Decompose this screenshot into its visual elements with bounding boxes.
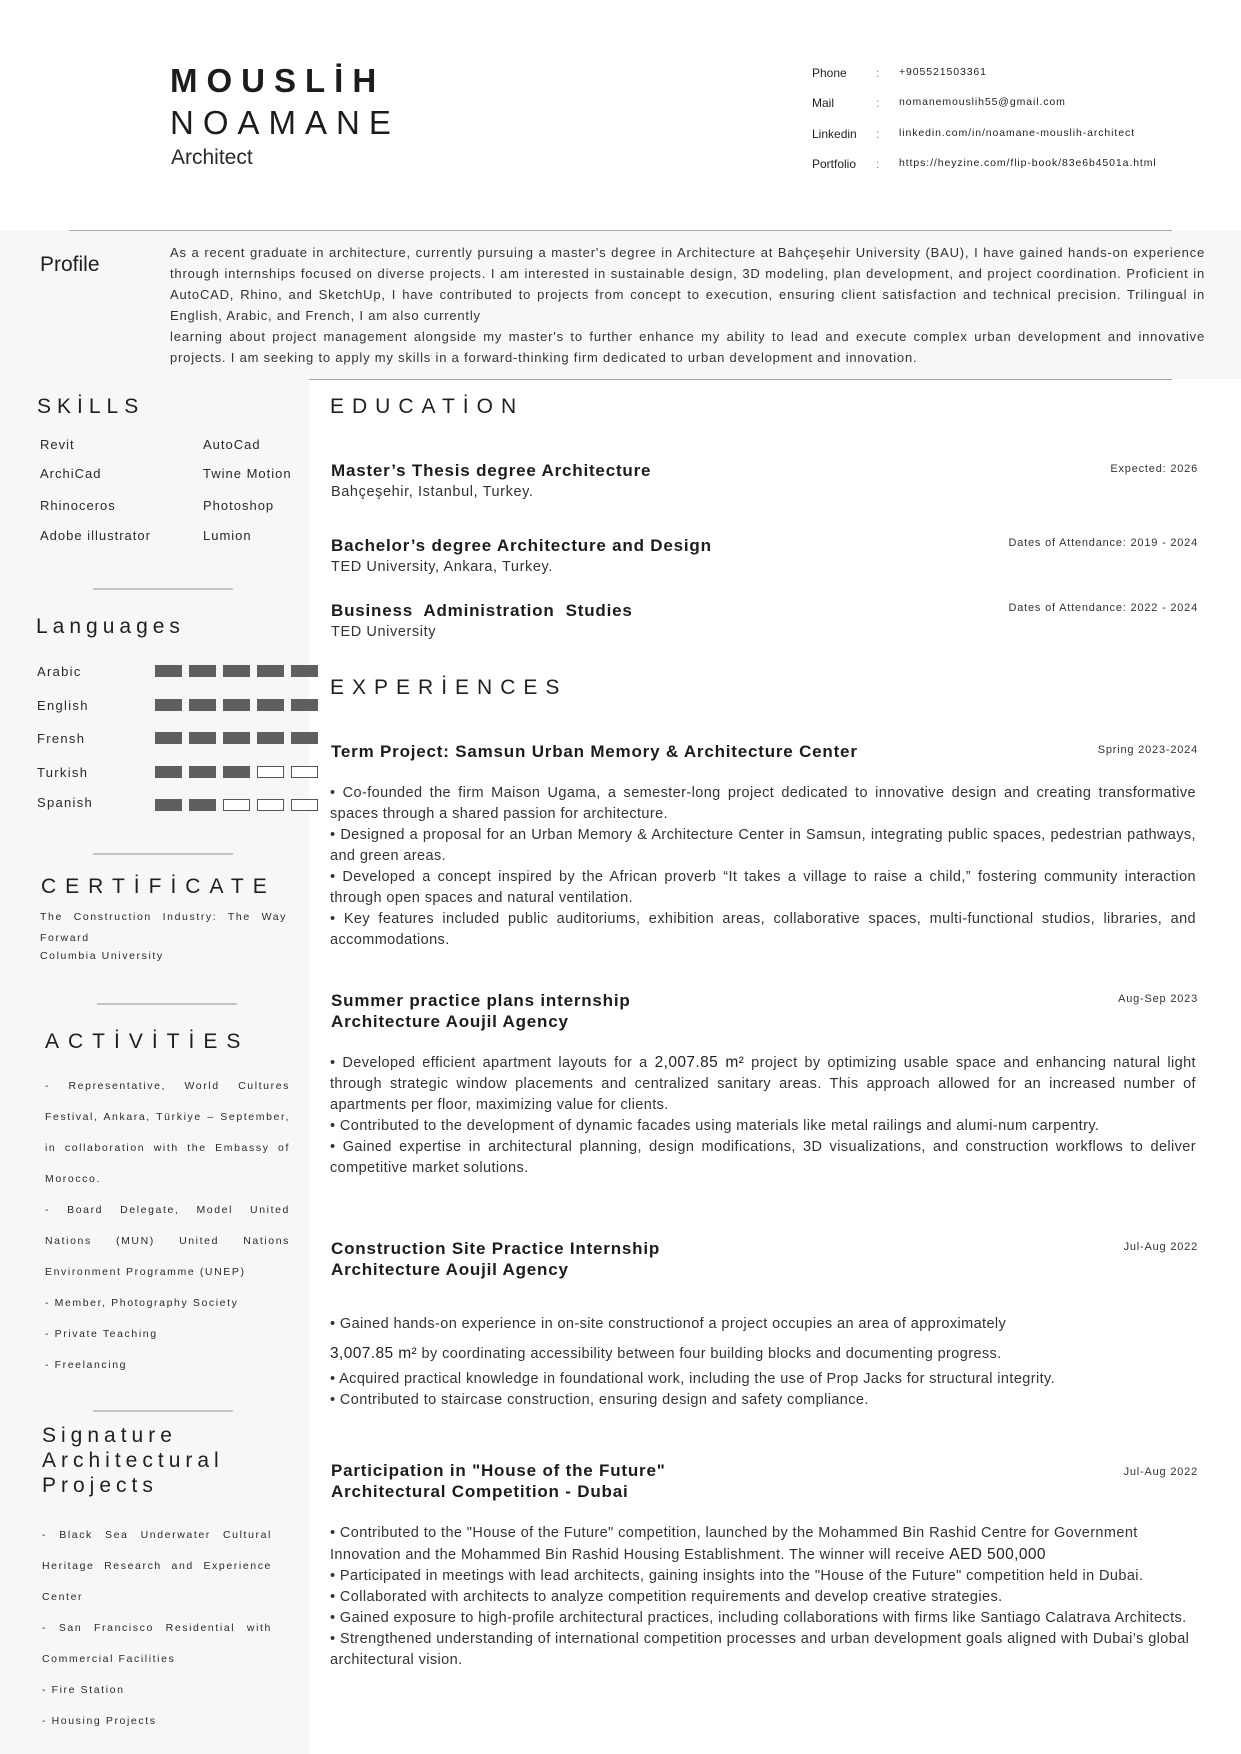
skill-item: Rhinoceros	[40, 498, 116, 513]
level-bar-filled	[155, 699, 182, 711]
portfolio-link[interactable]: https://heyzine.com/flip-book/83e6b4501a.html	[899, 157, 1157, 169]
level-bar-filled	[155, 665, 182, 677]
level-bar-empty	[257, 766, 284, 778]
level-bar-filled	[223, 732, 250, 744]
language-name: English	[37, 698, 89, 713]
experience-title	[331, 1238, 660, 1280]
contact-separator: :	[876, 66, 880, 80]
education-date: Expected: 2026	[1110, 463, 1198, 475]
sidebar-divider	[93, 1410, 233, 1412]
name-last: NOAMANE	[170, 104, 400, 141]
language-level	[155, 799, 318, 811]
experience-bullets	[330, 783, 1196, 951]
sidebar-divider	[93, 588, 233, 590]
skill-item: Lumion	[203, 528, 252, 543]
contact-label: Mail	[812, 96, 835, 110]
experience-title: Term Project: Samsun Urban Memory & Architecture Center	[331, 742, 858, 761]
experience-title	[331, 1460, 666, 1502]
education-date: Dates of Attendance: 2022 - 2024	[1008, 602, 1198, 614]
education-school: TED University, Ankara, Turkey.	[331, 559, 553, 575]
bullet-text: project by optimizing usable space and enhancing natural light through strategic window placements and centralized sanitary areas. This approach allowed for an increased number of apartments per floor, maximizing value for clients.	[330, 1055, 1196, 1113]
sidebar-divider	[97, 1003, 237, 1005]
experience-company: Architectural Competition - Dubai	[331, 1482, 629, 1501]
level-bar-filled	[291, 699, 318, 711]
education-heading: EDUCATİON	[330, 395, 525, 418]
level-bar-filled	[257, 732, 284, 744]
certificate-title: The Construction Industry: The Way Forward	[40, 911, 287, 944]
level-bar-filled	[189, 766, 216, 778]
level-bar-filled	[257, 665, 284, 677]
area-value: 2,007.85 m²	[654, 1054, 745, 1071]
language-name: Frensh	[37, 731, 86, 746]
bullet-text: • Gained hands-on experience in on-site constructionof a project occupies an area of approximately	[330, 1316, 1007, 1332]
bullet-item: • Contributed to staircase construction, ensuring design and safety compliance.	[330, 1392, 869, 1408]
skills-heading: SKİLLS	[37, 395, 145, 418]
bullet-item: • Gained expertise in architectural planning, design modifications, 3D visualizations, and construction workflows to deliver competitive market solutions.	[330, 1139, 1196, 1176]
bullet-item: • Participated in meetings with lead architects, gaining insights into the "House of the Future" competition held in Dubai.	[330, 1568, 1144, 1584]
education-date: Dates of Attendance: 2019 - 2024	[1008, 537, 1198, 549]
activity-item: - Board Delegate, Model United Nations (MUN) United Nations Environment Programme (UNEP)	[45, 1204, 290, 1278]
languages-heading: Languages	[36, 615, 185, 638]
skill-item: Revit	[40, 437, 75, 452]
education-school: Bahçeşehir, Istanbul, Turkey.	[331, 484, 534, 500]
sidebar-divider	[93, 853, 233, 855]
bullet-item	[330, 1310, 1196, 1369]
activities-heading: ACTİVİTİES	[45, 1030, 250, 1053]
bullet-item: • Contributed to the development of dynamic facades using materials like metal railings and alumi-num carpentry.	[330, 1118, 1100, 1134]
level-bar-empty	[291, 799, 318, 811]
bullet-item: • Developed a concept inspired by the African proverb “It takes a village to raise a child,” fostering community interaction through open spaces and natural ventilation.	[330, 869, 1196, 906]
profile-paragraph-1: As a recent graduate in architecture, currently pursuing a master's degree in Architecture at Bahçeşehir University (BAU), I have gained hands-on experience through internships focused on diverse projects. I am interested in sustainable design, 3D modeling, plan development, and project coordination. Proficient in AutoCAD, Rhino, and SketchUp, I have contributed to projects from concept to execution, ensuring client satisfaction and technical precision. Trilingual in English, Arabic, and French, I am also currently	[170, 245, 1205, 323]
language-level	[155, 766, 318, 778]
experience-company: Architecture Aoujil Agency	[331, 1012, 569, 1031]
skill-item: ArchiCad	[40, 466, 102, 481]
contact-separator: :	[876, 157, 880, 171]
bullet-text: • Developed efficient apartment layouts for a	[330, 1055, 655, 1071]
level-bar-empty	[291, 766, 318, 778]
language-name: Spanish	[37, 795, 94, 810]
name-first: MOUSLİH	[170, 62, 386, 99]
experience-date: Jul-Aug 2022	[1123, 1466, 1198, 1478]
bullet-item: • Gained exposure to high-profile architectural practices, including collaborations with firms like Santiago Calatrava Architects.	[330, 1610, 1187, 1626]
signature-projects-heading	[42, 1423, 224, 1498]
skill-item: Adobe illustrator	[40, 528, 151, 543]
experience-bullets	[330, 1310, 1196, 1411]
level-bar-filled	[291, 732, 318, 744]
language-level	[155, 699, 318, 711]
contact-separator: :	[876, 127, 880, 141]
level-bar-filled	[155, 799, 182, 811]
experience-title-line: Construction Site Practice Internship	[331, 1239, 661, 1258]
activity-item: - Representative, World Cultures Festival, Ankara, Türkiye – September, in collaboration with the Embassy of Morocco.	[45, 1080, 290, 1185]
experiences-heading: EXPERİENCES	[330, 676, 568, 699]
language-name: Arabic	[37, 664, 82, 679]
education-degree: Business Administration Studies	[331, 601, 633, 620]
language-row	[37, 663, 297, 679]
experience-date: Jul-Aug 2022	[1123, 1241, 1198, 1253]
bullet-item: • Designed a proposal for an Urban Memory & Architecture Center in Samsun, integrating public spaces, pedestrian pathways, and green areas.	[330, 827, 1196, 864]
certificate-heading: CERTİFİCATE	[41, 875, 276, 898]
contact-label: Phone	[812, 66, 847, 80]
bullet-item	[330, 1052, 1196, 1116]
level-bar-empty	[223, 799, 250, 811]
skill-item: AutoCad	[203, 437, 261, 452]
level-bar-filled	[223, 665, 250, 677]
bullet-text: • Contributed to the "House of the Future" competition, launched by the Mohammed Bin Rashid Centre for Government Innovation and the Mohammed Bin Rashid Housing Establishment. The winner will receive	[330, 1525, 1138, 1563]
activity-item: - Private Teaching	[45, 1328, 158, 1340]
level-bar-filled	[189, 699, 216, 711]
bullet-item: • Collaborated with architects to analyze competition requirements and develop creative strategies.	[330, 1589, 1003, 1605]
level-bar-empty	[257, 799, 284, 811]
contact-label: Linkedin	[812, 127, 857, 141]
contact-label: Portfolio	[812, 157, 857, 171]
heading-line: Signature	[42, 1424, 177, 1447]
job-title: Architect	[171, 146, 253, 169]
language-row	[37, 697, 297, 713]
profile-paragraph-2: learning about project management alongside my master's to further enhance my ability to lead and execute complex urban development and innovative projects. I am seeking to apply my skills in a forward-thinking firm dedicated to urban development and innovation.	[170, 329, 1205, 365]
bullet-item: • Strengthened understanding of international competition processes and urban development goals aligned with Dubai’s global architectural vision.	[330, 1631, 1190, 1668]
language-row	[37, 764, 297, 780]
heading-line: Projects	[42, 1474, 158, 1497]
bullet-item: • Acquired practical knowledge in foundational work, including the use of Prop Jacks for structural integrity.	[330, 1371, 1056, 1387]
education-degree: Bachelor’s degree Architecture and Design	[331, 536, 712, 555]
bullet-item	[330, 1523, 1196, 1566]
certificate-issuer: Columbia University	[40, 950, 164, 962]
level-bar-filled	[223, 766, 250, 778]
activities-list	[45, 1071, 290, 1381]
project-item: - Fire Station	[42, 1684, 125, 1696]
profile-top-divider	[69, 230, 1172, 231]
bullet-item: • Key features included public auditoriums, exhibition areas, collaborative spaces, multi-functional studios, libraries, and accommodations.	[330, 911, 1196, 948]
experience-bullets	[330, 1523, 1196, 1671]
contact-separator: :	[876, 96, 880, 110]
level-bar-filled	[155, 766, 182, 778]
bullet-item: • Co-founded the firm Maison Ugama, a semester-long project dedicated to innovative design and creating transformative spaces through a shared passion for architecture.	[330, 785, 1196, 822]
education-degree: Master’s Thesis degree Architecture	[331, 461, 652, 480]
skill-item: Photoshop	[203, 498, 275, 513]
level-bar-filled	[257, 699, 284, 711]
project-item: - San Francisco Residential with Commercial Facilities	[42, 1622, 272, 1665]
profile-heading: Profile	[40, 253, 100, 276]
experience-title-line: Summer practice plans internship	[331, 991, 631, 1010]
experience-date: Spring 2023-2024	[1097, 744, 1198, 756]
language-row	[37, 730, 297, 746]
signature-projects-list	[42, 1520, 272, 1737]
level-bar-filled	[189, 732, 216, 744]
skill-item: Twine Motion	[203, 466, 292, 481]
linkedin-link[interactable]: linkedin.com/in/noamane-mouslih-architect	[899, 127, 1135, 139]
language-name: Turkish	[37, 765, 89, 780]
experience-title-line: Participation in "House of the Future"	[331, 1461, 666, 1480]
level-bar-filled	[189, 799, 216, 811]
prize-value: AED 500,000	[949, 1546, 1046, 1563]
level-bar-filled	[155, 732, 182, 744]
activity-item: - Member, Photography Society	[45, 1297, 239, 1309]
heading-line: Architectural	[42, 1449, 224, 1472]
level-bar-filled	[291, 665, 318, 677]
level-bar-filled	[189, 665, 216, 677]
experience-bullets	[330, 1052, 1196, 1179]
bullet-text: by coordinating accessibility between four building blocks and documenting progress.	[417, 1346, 1002, 1362]
experience-company: Architecture Aoujil Agency	[331, 1260, 569, 1279]
experience-date: Aug-Sep 2023	[1118, 993, 1198, 1005]
project-item: - Housing Projects	[42, 1715, 157, 1727]
profile-text	[170, 242, 1205, 368]
project-item: - Black Sea Underwater Cultural Heritage Research and Experience Center	[42, 1529, 272, 1603]
phone-value[interactable]: +905521503361	[899, 66, 987, 78]
level-bar-filled	[223, 699, 250, 711]
language-row	[37, 794, 297, 810]
education-school: TED University	[331, 624, 437, 640]
activity-item: - Freelancing	[45, 1359, 128, 1371]
area-value: 3,007.85 m²	[330, 1345, 418, 1362]
mail-link[interactable]: nomanemouslih55@gmail.com	[899, 96, 1066, 108]
experience-title	[331, 990, 631, 1032]
language-level	[155, 665, 318, 677]
language-level	[155, 732, 318, 744]
